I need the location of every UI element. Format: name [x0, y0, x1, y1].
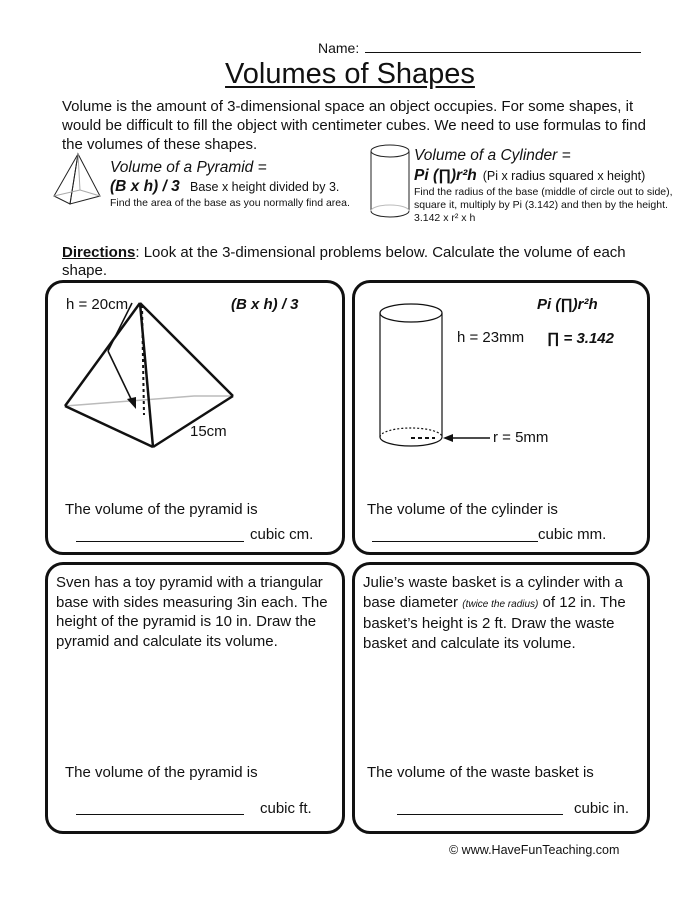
cylinder-formula-note: (Pi x radius squared x height)	[482, 169, 646, 183]
julie-answer-prompt: The volume of the waste basket is	[367, 764, 594, 781]
directions-label: Directions	[62, 244, 136, 261]
page-title: Volumes of Shapes	[225, 58, 475, 90]
problem-box-sven	[45, 562, 345, 834]
pyramid-problem-formula: (B x h) / 3	[231, 296, 299, 313]
cylinder-problem-formula: Pi (∏)r²h	[537, 296, 598, 313]
pyramid-formula: (B x h) / 3	[110, 178, 180, 195]
cylinder-formula-description: Find the radius of the base (middle of circle out to side), square it, multiply by Pi (3.142) and then by the height. 3.142 x r² x h	[414, 186, 673, 224]
pi-value: ∏ = 3.142	[547, 330, 614, 347]
pyramid-diagram	[58, 291, 258, 471]
name-blank-line[interactable]	[365, 40, 641, 53]
name-label: Name:	[318, 40, 360, 56]
pyramid-illustration	[52, 152, 104, 210]
problem-box-julie	[352, 562, 650, 834]
julie-diameter-hint: (twice the radius)	[462, 598, 539, 610]
pyramid-answer-line[interactable]	[76, 540, 244, 542]
sven-answer-prompt: The volume of the pyramid is	[65, 764, 258, 781]
julie-text-part1: Julie’s waste basket is a cylinder with a base diameter	[363, 574, 623, 611]
pyramid-formula-note: Base x height divided by 3.	[190, 180, 340, 194]
pyramid-height-label: h = 20cm	[66, 296, 129, 313]
cylinder-formula: Pi (∏)r²h	[414, 167, 477, 184]
footer-copyright: © www.HaveFunTeaching.com	[449, 843, 620, 857]
directions-text: : Look at the 3-dimensional problems below. Calculate the volume of each shape.	[62, 244, 626, 279]
cylinder-answer-line[interactable]	[372, 540, 538, 542]
julie-text-part2: of 12 in. The basket’s height is 2 ft. Draw the waste basket and calculate its volume.	[363, 593, 626, 652]
pyramid-answer-unit: cubic cm.	[250, 526, 314, 543]
cylinder-answer-prompt: The volume of the cylinder is	[367, 501, 558, 518]
sven-answer-line[interactable]	[76, 813, 244, 815]
julie-problem-text	[363, 573, 649, 653]
cylinder-formula-heading: Volume of a Cylinder =	[414, 147, 571, 164]
pyramid-base-label: 15cm	[190, 423, 227, 440]
cylinder-answer-unit: cubic mm.	[538, 526, 607, 543]
pyramid-answer-prompt: The volume of the pyramid is	[65, 501, 258, 518]
cylinder-radius-label: r = 5mm	[493, 429, 549, 446]
cylinder-formula-row	[414, 167, 645, 185]
intro-paragraph: Volume is the amount of 3-dimensional space an object occupies. For some shapes, it would be difficult to fill the object with centimeter cubes. We need to use formulas to find the volumes of these shapes.	[62, 98, 646, 153]
problem-box-pyramid	[45, 280, 345, 555]
directions	[62, 244, 662, 280]
pyramid-formula-heading: Volume of a Pyramid =	[110, 159, 267, 176]
cylinder-height-label: h = 23mm	[457, 329, 525, 346]
julie-answer-unit: cubic in.	[574, 800, 630, 817]
cylinder-diagram	[373, 299, 548, 449]
name-field-row	[318, 40, 641, 56]
cylinder-illustration	[368, 143, 412, 221]
pyramid-formula-description: Find the area of the base as you normally find area.	[110, 197, 350, 209]
sven-answer-unit: cubic ft.	[260, 800, 312, 817]
julie-answer-line[interactable]	[397, 813, 563, 815]
sven-problem-text: Sven has a toy pyramid with a triangular base with sides measuring 3in each. The height of the pyramid is 10 in. Draw the pyramid and calculate its volume.	[56, 574, 328, 650]
problem-box-cylinder	[352, 280, 650, 555]
